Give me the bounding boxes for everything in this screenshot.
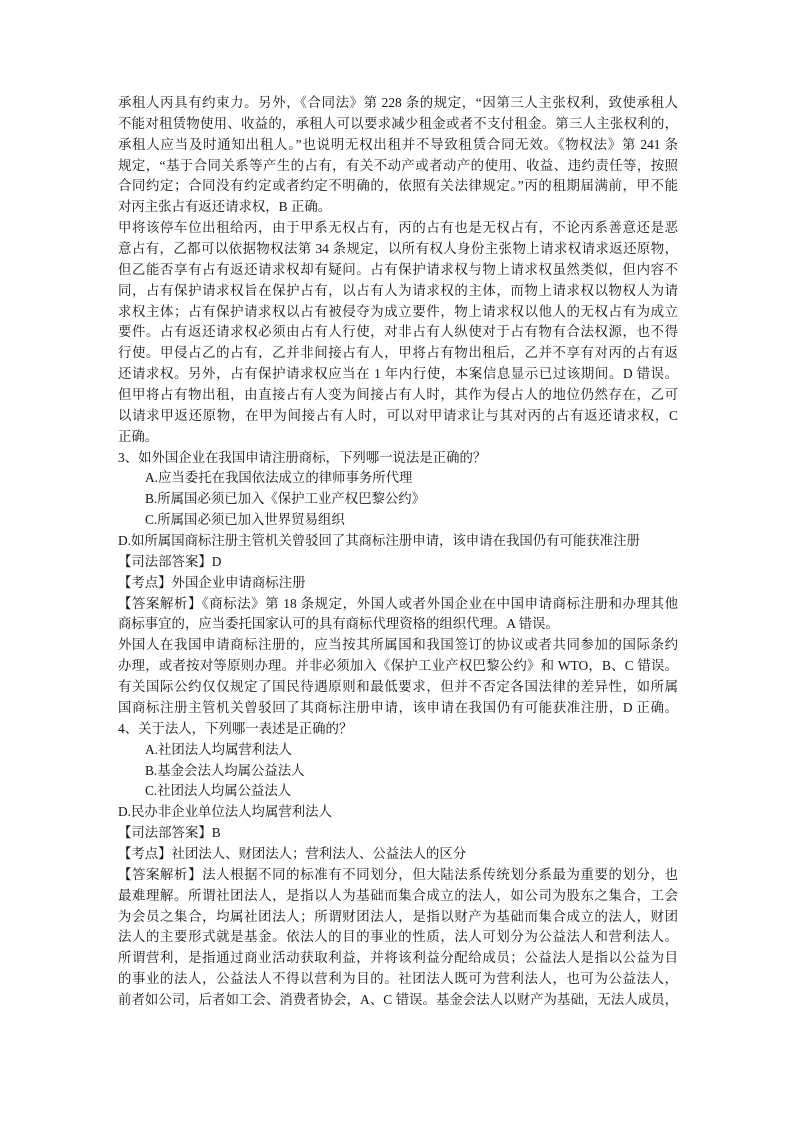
answer-analysis bbox=[118, 594, 678, 719]
text-line: 甲将该停车位出租给丙，由于甲系无权占有，丙的占有也是无权占有，不论丙系善意还是恶 bbox=[118, 220, 678, 236]
text-line: 要件。占有返还请求权必须由占有人行使，对非占有人纵使对于占有物有合法权源，也不得 bbox=[118, 324, 678, 340]
text-line: 【答案解析】《商标法》第 18 条规定，外国人或者外国企业在中国申请商标注册和办理其他 bbox=[118, 595, 678, 611]
text-line: 外国人在我国申请商标注册的，应当按其所属国和我国签订的协议或者共同参加的国际条约 bbox=[118, 637, 678, 653]
text-line: 法人的主要形式就是基金。依法人的目的事业的性质，法人可划分为公益法人和营利法人。 bbox=[118, 929, 678, 945]
text-line: 【答案解析】法人根据不同的标准有不同划分，但大陆法系传统划分系最为重要的划分，也 bbox=[118, 866, 678, 882]
option-c: C.所属国必须已加入世界贸易组织 bbox=[145, 512, 345, 528]
text-line: 承租人丙具有约束力。另外，《合同法》第 228 条的规定，“因第三人主张权利，致使承租人 bbox=[118, 95, 678, 110]
answer-analysis bbox=[118, 865, 678, 1011]
previous-analysis bbox=[118, 93, 678, 448]
text-line: 承租人应当及时通知出租人。”也说明无权出租并不导致租赁合同无效。《物权法》第 241 条 bbox=[118, 136, 678, 152]
text-line: 但甲将占有物出租，由直接占有人变为间接占有人时，其作为侵占人的地位仍然存在，乙可 bbox=[118, 387, 678, 403]
official-answer: 【司法部答案】B bbox=[118, 825, 221, 841]
question-3 bbox=[118, 448, 678, 719]
text-line: 最难理解。所谓社团法人，是指以人为基础而集合成立的法人，如公司为股东之集合，工会 bbox=[118, 887, 678, 903]
official-answer: 【司法部答案】D bbox=[118, 553, 222, 569]
option-a: A.应当委托在我国依法成立的律师事务所代理 bbox=[145, 470, 413, 486]
question-stem: 4、关于法人，下列哪一表述是正确的？ bbox=[118, 720, 353, 736]
option-a: A.社团法人均属营利法人 bbox=[145, 741, 292, 757]
text-line: 有关国际公约仅仅规定了国民待遇原则和最低要求，但并不否定各国法律的差异性，如所属 bbox=[118, 679, 678, 695]
question-stem: 3、如外国企业在我国申请注册商标，下列哪一说法是正确的？ bbox=[118, 449, 487, 465]
text-line: 以请求甲返还原物，在甲为间接占有人时，可以对甲请求让与其对丙的占有返还请求权，C bbox=[118, 407, 678, 423]
text-line: 不能对租赁物使用、收益的，承租人可以要求减少租金或者不支付租金。第三人主张权利的， bbox=[118, 115, 678, 131]
text-line: 对丙主张占有返还请求权，B 正确。 bbox=[118, 199, 332, 215]
text-line: 行使。甲侵占乙的占有，乙并非间接占有人，甲将占有物出租后，乙并不享有对丙的占有返 bbox=[118, 345, 678, 361]
document-body bbox=[118, 93, 678, 1011]
text-line: 国商标注册主管机关曾驳回了其商标注册申请，该申请在我国仍有可能获准注册，D 正确。 bbox=[118, 699, 678, 715]
text-line: 前者如公司，后者如工会、消费者协会，A、C 错误。基金会法人以财产为基础，无法人成员， bbox=[118, 991, 678, 1007]
text-line: 商标事宜的，应当委托国家认可的具有商标代理资格的组织代理。A 错误。 bbox=[118, 616, 559, 632]
text-line: 的事业的法人，公益法人不得以营利为目的。社团法人既可为营利法人，也可为公益法人， bbox=[118, 971, 678, 987]
text-line: 还请求权。另外，占有保护请求权应当在 1 年内行使，本案信息显示已过该期间。D 错误。 bbox=[118, 366, 678, 382]
option-d: D.如所属国商标注册主管机关曾驳回了其商标注册申请，该申请在我国仍有可能获准注册 bbox=[118, 533, 640, 549]
analysis-paragraph bbox=[118, 385, 678, 448]
text-line: 办理，或者按对等原则办理。并非必须加入《保护工业产权巴黎公约》和 WTO，B、C 错误。 bbox=[118, 658, 678, 674]
analysis-paragraph bbox=[118, 93, 678, 218]
analysis-paragraph bbox=[118, 218, 678, 385]
text-line: 为会员之集合，均属社团法人；所谓财团法人，是指以财产为基础而集合成立的法人，财团 bbox=[118, 908, 678, 924]
option-c: C.社团法人均属公益法人 bbox=[145, 783, 292, 799]
option-b: B.基金会法人均属公益法人 bbox=[145, 762, 305, 778]
text-line: 同，占有保护请求权旨在保护占有，以占有人为请求权的主体，而物上请求权以物权人为请 bbox=[118, 282, 678, 298]
exam-topic: 【考点】社团法人、财团法人；营利法人、公益法人的区分 bbox=[118, 845, 467, 861]
text-line: 规定，“基于合同关系等产生的占有，有关不动产或者动产的使用、收益、违约责任等，按照 bbox=[118, 157, 678, 173]
text-line: 所谓营利，是指通过商业活动获取利益，并将该利益分配给成员；公益法人是指以公益为目 bbox=[118, 950, 678, 966]
option-d: D.民办非企业单位法人均属营利法人 bbox=[118, 804, 332, 820]
text-line: 求权主体；占有保护请求权以占有被侵夺为成立要件，物上请求权以他人的无权占有为成立 bbox=[118, 303, 678, 319]
option-b: B.所属国必须已加入《保护工业产权巴黎公约》 bbox=[145, 491, 426, 507]
question-4 bbox=[118, 719, 678, 1011]
text-line: 合同约定；合同没有约定或者约定不明确的，依照有关法律规定。”丙的租期届满前，甲不能 bbox=[118, 178, 678, 194]
text-line: 但乙能否享有占有返还请求权却有疑问。占有保护请求权与物上请求权虽然类似，但内容不 bbox=[118, 261, 678, 277]
exam-topic: 【考点】外国企业申请商标注册 bbox=[118, 574, 306, 590]
text-line: 正确。 bbox=[118, 428, 159, 444]
text-line: 意占有，乙都可以依据物权法第 34 条规定，以所有权人身份主张物上请求权请求返还原物， bbox=[118, 241, 678, 257]
